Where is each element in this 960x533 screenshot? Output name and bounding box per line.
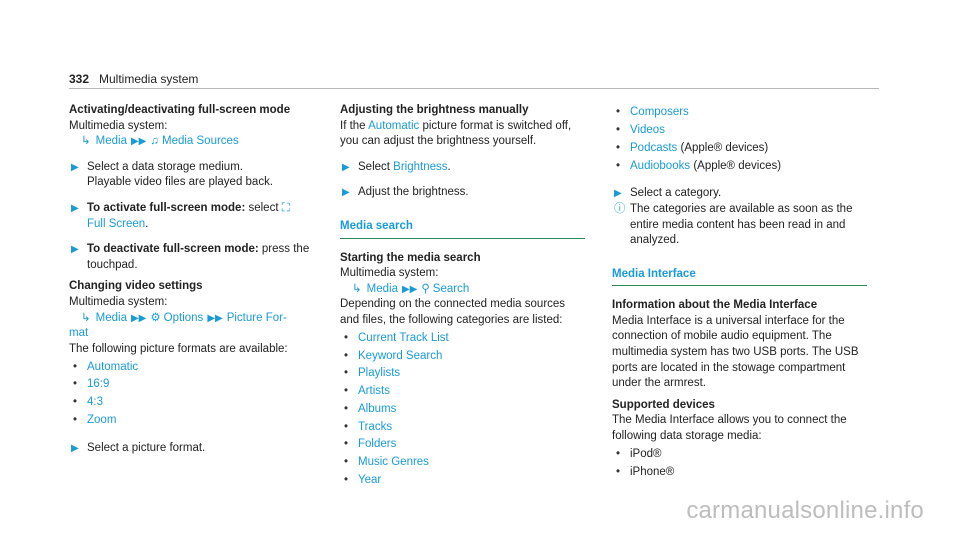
watermark: carmanualsonline.info [686,497,924,524]
section-media-search: Media search [340,219,585,239]
category-link[interactable]: Audiobooks [630,159,691,172]
header-rule [69,88,879,89]
heading-supported-devices: Supported devices [612,398,715,411]
path-search[interactable]: Search [432,282,470,295]
intro-text: Multimedia system: [69,119,168,132]
info-icon: ⓘ [614,202,626,215]
step-arrow-icon: ▶ [614,188,622,200]
step-deactivate-fullscreen [69,242,314,273]
full-screen-link[interactable]: Full Screen [87,217,146,230]
category-link[interactable]: Folders [358,438,397,451]
text: picture format is switched off, you can adjust the brightness yourself. [340,119,572,148]
gear-icon: ⚙ [150,311,161,324]
list-item: • Videos [616,123,665,136]
brightness-link[interactable]: Brightness [393,160,448,173]
category-link[interactable]: Tracks [358,420,393,433]
step-arrow-icon: ▶ [342,187,350,199]
path-arrow-icon: ↳ [81,135,91,148]
category-suffix: (Apple® devices) [693,159,782,172]
list-item: • Music Genres [344,456,429,469]
media-interface-paragraph: Media Interface is a universal interface for the connection of mobile audio equipment. The multimedia system has two USB ports. The USB ports are located in the stowage compartment under the armrest. [612,314,859,390]
list-item: • Podcasts (Apple® devices) [616,141,769,154]
page-number: 332 [69,72,90,86]
path-separator-icon: ▶▶ [130,136,147,148]
formats-intro: The following picture formats are available: [69,342,288,355]
list-item: • 16:9 [73,378,110,391]
heading-fullscreen: Activating/deactivating full-screen mode [69,104,291,116]
list-item: • iPod® [616,447,662,460]
text: If the [340,119,366,132]
path-media[interactable]: Media [95,135,127,148]
category-link[interactable]: Composers [630,106,689,119]
heading-start-search: Starting the media search [340,251,481,264]
search-icon: ⚲ [421,282,430,295]
path-media[interactable]: Media [95,311,127,324]
nav-path-media-sources [69,134,314,150]
step-arrow-icon: ▶ [71,161,79,173]
step-text: select [248,201,279,214]
step-bold: To deactivate full-screen mode: [87,243,259,256]
step-text: Select a data storage medium. [87,160,243,173]
category-link[interactable]: Artists [358,385,390,398]
devices-intro: The Media Interface allows you to connect the following data storage media: [612,414,847,443]
format-4-3[interactable]: 4:3 [87,396,103,409]
format-automatic[interactable]: Automatic [87,360,139,373]
step-select-storage [69,160,314,191]
path-picture-format-cont[interactable]: mat [69,327,89,340]
column-3 [612,103,867,482]
punct: . [145,217,149,230]
path-separator-icon: ▶▶ [401,283,418,295]
list-item: • Playlists [344,367,401,380]
path-media-sources[interactable]: Media Sources [161,135,239,148]
category-link[interactable]: Albums [358,402,397,415]
automatic-link[interactable]: Automatic [368,119,420,132]
category-link[interactable]: Videos [630,123,665,136]
path-separator-icon: ▶▶ [130,312,147,324]
fullscreen-icon: ⛶ [281,201,290,214]
step-arrow-icon: ▶ [71,244,79,256]
step-arrow-icon: ▶ [71,202,79,214]
info-note [612,202,867,249]
list-item: • Current Track List [344,331,449,344]
list-item: • Zoom [73,413,117,426]
heading-video-settings: Changing video settings [69,280,203,293]
nav-path-search [340,282,585,298]
path-media[interactable]: Media [366,282,398,295]
device-ipod: iPod® [630,447,662,460]
path-arrow-icon: ↳ [81,311,91,324]
list-item: • Folders [344,438,397,451]
intro-text: Multimedia system: [340,267,439,280]
step-text: Playable video files are played back. [87,176,274,189]
list-item: • Albums [344,402,397,415]
column-2 [340,103,585,491]
step-select-category [612,186,867,202]
device-iphone: iPhone® [630,465,675,478]
intro-text: Multimedia system: [69,295,168,308]
section-media-interface: Media Interface [612,267,867,287]
format-zoom[interactable]: Zoom [87,413,117,426]
category-link[interactable]: Music Genres [358,456,429,469]
list-item: • Audiobooks (Apple® devices) [616,159,782,172]
list-item: • Automatic [73,360,139,373]
path-picture-format[interactable]: Picture For- [226,311,287,324]
path-options[interactable]: Options [163,311,204,324]
step-adjust-brightness [340,185,585,201]
format-16-9[interactable]: 16:9 [87,378,110,391]
media-sources-icon: ♫ [150,135,159,148]
list-item: • iPhone® [616,465,675,478]
step-select-brightness [340,160,585,176]
page-header-title: Multimedia system [99,72,199,86]
step-text: Select a category. [630,187,722,200]
list-item: • 4:3 [73,396,103,409]
heading-info-media-interface: Information about the Media Interface [612,299,818,312]
brightness-paragraph [340,119,585,150]
nav-path-picture-format [69,311,314,327]
info-text: The categories are available as soon as the entire media content has been read in and analyzed. [630,202,853,247]
path-separator-icon: ▶▶ [207,312,223,324]
category-link[interactable]: Year [358,473,382,486]
punct: . [447,160,451,173]
list-item: • Tracks [344,420,393,433]
step-arrow-icon: ▶ [71,442,79,454]
category-suffix: (Apple® devices) [680,141,769,154]
list-item: • Keyword Search [344,349,443,362]
step-activate-fullscreen [69,201,314,232]
step-text: press the touchpad. [87,243,310,271]
category-link[interactable]: Podcasts [630,141,678,154]
path-arrow-icon: ↳ [352,282,362,295]
step-select-format [69,441,314,457]
list-item: • Composers [616,106,689,119]
step-text: Select a picture format. [87,441,206,454]
heading-brightness: Adjusting the brightness manually [340,104,529,116]
category-link[interactable]: Keyword Search [358,349,443,362]
category-link[interactable]: Current Track List [358,331,449,344]
step-text: Adjust the brightness. [358,186,469,199]
column-1 [69,103,314,456]
step-arrow-icon: ▶ [342,161,350,173]
list-item: • Artists [344,385,390,398]
category-link[interactable]: Playlists [358,367,401,380]
step-bold: To activate full-screen mode: [87,201,246,214]
list-item: • Year [344,473,382,486]
step-text: Select [358,160,390,173]
categories-intro: Depending on the connected media sources and files, the following categories are listed: [340,298,566,326]
